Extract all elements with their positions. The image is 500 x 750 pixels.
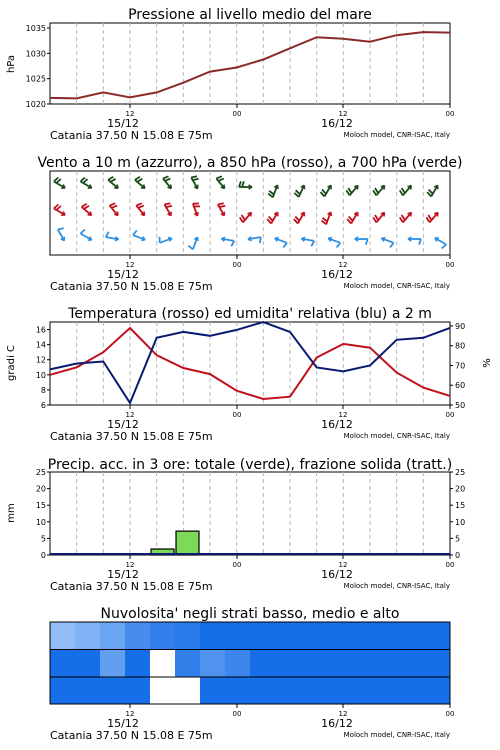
time-tick-label: 00 (445, 261, 455, 269)
temperature-line (50, 328, 450, 399)
credit-label: Moloch model, CNR-ISAC, Italy (343, 731, 450, 739)
cloud-cell (275, 650, 301, 678)
wind-barb-feather (348, 188, 351, 193)
pressure-y-tick-label: 1035 (25, 24, 46, 34)
precipitation-title: Precip. acc. in 3 ore: totale (verde), frazione solida (tratt.) (47, 457, 453, 473)
cloud-cell (125, 622, 151, 650)
time-tick-label: 00 (232, 110, 242, 118)
wind-barb (267, 212, 278, 223)
wind-barb (163, 176, 171, 188)
wind-barb (275, 238, 287, 248)
wind-barb-feather (402, 215, 405, 220)
wind-barb-feather (373, 217, 376, 222)
cloud-cell (100, 622, 126, 650)
wind-barb-feather (375, 188, 378, 193)
location-label: Catania 37.50 N 15.08 E 75m (50, 129, 213, 142)
wind-barb (81, 230, 92, 241)
cloud-cell (275, 622, 301, 650)
temperature-y-tick-label: 10 (35, 370, 46, 380)
wind-barb-feather (81, 230, 85, 234)
precipitation-y-tick-label: 25 (455, 468, 466, 477)
wind-barb (294, 185, 304, 197)
wind-barb-feather (111, 179, 116, 182)
wind-barb (408, 237, 421, 245)
precipitation-y-tick-label: 15 (455, 501, 466, 511)
precipitation-y-tick-label: 20 (35, 484, 46, 494)
wind-barb (193, 204, 200, 216)
cloud-cell (50, 677, 76, 704)
precipitation-y-tick-label: 10 (455, 517, 466, 527)
temperature-y-tick-label: 16 (35, 325, 46, 335)
humidity-line (50, 322, 450, 403)
cloud-cell (75, 677, 101, 704)
wind-barb (435, 238, 446, 249)
cloud-cell (375, 677, 401, 704)
wind-barb-feather (337, 243, 341, 248)
cloud-cell (425, 622, 451, 650)
cloud-cell (300, 677, 326, 704)
cloud-cell (75, 622, 101, 650)
credit-label: Moloch model, CNR-ISAC, Italy (343, 582, 450, 590)
wind-barb (382, 238, 394, 248)
cloud-cell (325, 650, 351, 678)
temperature-y-label: gradi C (6, 345, 17, 381)
wind-barb (347, 212, 358, 223)
wind-barb (133, 231, 145, 241)
cloud-cell (175, 677, 201, 704)
wind-barb-feather (218, 179, 224, 181)
pressure-title: Pressione al livello medio del mare (128, 7, 372, 23)
precipitation-y-tick-label: 25 (35, 468, 46, 477)
wind-barb-feather (193, 179, 199, 180)
cloud-cell (375, 622, 401, 650)
wind-barb (188, 237, 198, 249)
panel-wind (37, 155, 462, 255)
wind-barb-feather (84, 206, 89, 209)
cloud-cell (425, 677, 451, 704)
humidity-y-tick-label: 50 (455, 401, 466, 410)
cloud-cell (200, 650, 226, 678)
cloud-cell (300, 622, 326, 650)
wind-barb (110, 203, 118, 215)
cloud-cell (175, 622, 201, 650)
panel-footer (50, 255, 454, 293)
humidity-y-tick-label: 60 (455, 381, 466, 391)
precipitation-bar (176, 531, 199, 555)
cloud-cell (350, 650, 376, 678)
wind-barb-feather (400, 190, 403, 195)
location-label: Catania 37.50 N 15.08 E 75m (50, 280, 213, 293)
precipitation-y-tick-label: 20 (455, 484, 466, 494)
wind-barb (373, 213, 385, 223)
credit-label: Moloch model, CNR-ISAC, Italy (343, 432, 450, 440)
wind-barb-feather (390, 243, 394, 248)
wind-barb (240, 213, 252, 223)
wind-barb-feather (136, 203, 142, 205)
cloud-cell (325, 622, 351, 650)
wind-barb-feather (402, 188, 405, 193)
wind-barb (400, 186, 412, 196)
panel-clouds (50, 606, 451, 704)
wind-barb (239, 181, 252, 189)
wind-barb-feather (373, 190, 376, 195)
precipitation-y-ticks-left (36, 468, 50, 560)
wind-barb-feather (218, 203, 224, 204)
wind-barb (355, 237, 368, 245)
wind-barb (373, 186, 385, 196)
wind-barb (191, 176, 198, 189)
precipitation-y-tick-label: 5 (455, 534, 461, 544)
wind-barb-feather (112, 206, 118, 208)
wind-barb-feather (216, 176, 222, 178)
cloud-cell (225, 650, 251, 678)
precipitation-y-tick-label: 5 (40, 534, 46, 544)
time-tick-label: 12 (338, 411, 348, 419)
humidity-y-label: % (482, 358, 493, 368)
time-tick-label: 00 (232, 561, 242, 569)
cloud-cell (75, 650, 101, 678)
wind-barb (106, 232, 119, 241)
wind-barb (400, 213, 412, 223)
wind-barb-feather (375, 215, 378, 220)
wind-barb (165, 203, 172, 216)
cloud-cell (350, 622, 376, 650)
temperature-frame (50, 322, 450, 405)
wind-barb (54, 205, 65, 216)
time-tick-label: 12 (338, 261, 348, 269)
wind-barb (58, 228, 65, 241)
cloud-cell (325, 677, 351, 704)
humidity-y-tick-label: 90 (455, 321, 466, 331)
wind-barb (268, 185, 278, 197)
date-label: 16/12 (321, 717, 353, 730)
date-label: 15/12 (107, 717, 139, 730)
wind-barb-feather (135, 177, 140, 180)
location-label: Catania 37.50 N 15.08 E 75m (50, 729, 213, 742)
wind-barb-feather (346, 190, 349, 195)
wind-barb (160, 237, 172, 243)
wind-barb-feather (219, 206, 225, 207)
wind-barb-feather (110, 203, 116, 205)
wind-barb-feather (442, 245, 447, 249)
cloud-cell (350, 677, 376, 704)
precipitation-y-tick-label: 10 (35, 517, 46, 527)
wind-barb-feather (231, 241, 234, 246)
date-label: 16/12 (321, 268, 353, 281)
time-tick-label: 00 (445, 561, 455, 569)
panel-pressure (6, 7, 450, 109)
cloud-cell (100, 677, 126, 704)
time-tick-label: 12 (125, 411, 135, 419)
cloud-cell (425, 650, 451, 678)
cloud-cell (400, 622, 426, 650)
wind-barb-feather (108, 177, 113, 180)
cloud-cell (200, 677, 226, 704)
wind-barb (108, 177, 118, 189)
temperature-y-ticks (36, 326, 50, 410)
wind-barb (294, 212, 305, 223)
wind-barb-feather (165, 179, 171, 181)
wind-barb-feather (240, 217, 243, 222)
wind-barb (427, 185, 438, 196)
location-label: Catania 37.50 N 15.08 E 75m (50, 580, 213, 593)
precipitation-y-ticks-right (450, 468, 465, 560)
wind-barb-feather (188, 246, 193, 250)
cloud-cell (125, 677, 151, 704)
cloud-cell (50, 622, 76, 650)
panel-footer (50, 405, 454, 443)
humidity-y-tick-label: 70 (455, 361, 466, 371)
wind-barb (426, 213, 438, 223)
date-label: 15/12 (107, 268, 139, 281)
precipitation-y-label: mm (6, 503, 17, 523)
time-tick-label: 12 (125, 261, 135, 269)
panel-temperature (6, 306, 493, 410)
wind-barb (346, 186, 358, 196)
date-label: 16/12 (321, 117, 353, 130)
wind-barb-feather (283, 243, 287, 248)
cloud-cell (400, 650, 426, 678)
pressure-y-tick-label: 1020 (25, 100, 46, 109)
time-tick-label: 00 (445, 710, 455, 718)
pressure-y-tick-label: 1030 (25, 49, 46, 59)
precipitation-y-tick-label: 0 (455, 551, 461, 560)
wind-barb (81, 178, 92, 189)
wind-barb-feather (133, 231, 137, 236)
temperature-title: Temperatura (rosso) ed umidita' relativa (blu) a 2 m (68, 306, 432, 322)
cloud-cell (125, 650, 151, 678)
precipitation-grid (77, 472, 424, 555)
wind-barb (135, 177, 145, 189)
temperature-y-tick-label: 6 (40, 401, 46, 410)
wind-barb-feather (260, 237, 261, 243)
cloud-cell (225, 622, 251, 650)
cloud-cell (175, 650, 201, 678)
date-label: 15/12 (107, 117, 139, 130)
humidity-y-ticks (450, 322, 465, 410)
wind-barb-feather (428, 215, 431, 220)
wind-barb (248, 237, 261, 243)
wind-barb-feather (138, 206, 144, 208)
wind-barbs (54, 176, 446, 249)
time-tick-label: 12 (125, 561, 135, 569)
cloud-cell (250, 650, 276, 678)
wind-barb (54, 178, 65, 189)
wind-barb (82, 204, 92, 216)
wind-barb-feather (163, 176, 169, 178)
time-tick-label: 00 (232, 261, 242, 269)
temperature-y-tick-label: 8 (40, 385, 46, 395)
wind-barb-feather (191, 176, 197, 177)
clouds-cells (50, 622, 451, 704)
cloud-cell (400, 677, 426, 704)
cloud-cell (50, 650, 76, 678)
wind-title: Vento a 10 m (azzurro), a 850 hPa (rosso), a 700 hPa (verde) (37, 155, 463, 171)
wind-barb (216, 176, 224, 188)
wind-barb-feather (426, 217, 429, 222)
pressure-line (50, 32, 450, 98)
cloud-cell (225, 677, 251, 704)
time-tick-label: 12 (338, 110, 348, 118)
cloud-cell (250, 677, 276, 704)
temperature-y-tick-label: 14 (35, 340, 46, 350)
cloud-cell (100, 650, 126, 678)
cloud-cell (275, 677, 301, 704)
time-tick-label: 00 (232, 411, 242, 419)
cloud-cell (200, 622, 226, 650)
precipitation-y-tick-label: 0 (40, 551, 46, 560)
cloud-cell (250, 622, 276, 650)
wind-barb-feather (106, 232, 109, 237)
wind-barb (301, 237, 314, 246)
wind-barb-feather (400, 217, 403, 222)
credit-label: Moloch model, CNR-ISAC, Italy (343, 282, 450, 290)
wind-barb (321, 185, 332, 196)
temperature-y-tick-label: 12 (35, 355, 46, 365)
panel-footer (50, 704, 454, 742)
time-tick-label: 12 (125, 110, 135, 118)
cloud-cell (300, 650, 326, 678)
wind-barb (218, 203, 225, 216)
wind-barb-feather (166, 206, 172, 207)
time-tick-label: 00 (445, 411, 455, 419)
wind-barb-feather (165, 203, 171, 204)
wind-barb-feather (242, 215, 245, 220)
location-label: Catania 37.50 N 15.08 E 75m (50, 430, 213, 443)
wind-barb-feather (58, 228, 64, 229)
wind-barb (221, 237, 234, 246)
precipitation-bars (151, 531, 199, 555)
time-tick-label: 00 (232, 710, 242, 718)
wind-barb-feather (82, 204, 87, 207)
cloud-cell (375, 650, 401, 678)
pressure-y-tick-label: 1025 (25, 74, 46, 84)
date-label: 16/12 (321, 418, 353, 431)
date-label: 16/12 (321, 568, 353, 581)
credit-label: Moloch model, CNR-ISAC, Italy (343, 131, 450, 139)
precipitation-y-tick-label: 15 (35, 501, 46, 511)
wind-barb (328, 238, 340, 248)
clouds-title: Nuvolosita' negli strati basso, medio e alto (100, 606, 400, 622)
cloud-cell (150, 650, 176, 678)
time-tick-label: 12 (338, 561, 348, 569)
wind-barb-feather (311, 241, 314, 246)
wind-barb (136, 203, 144, 215)
pressure-y-ticks (26, 24, 50, 109)
cloud-cell (150, 622, 176, 650)
humidity-y-tick-label: 80 (455, 341, 466, 351)
time-tick-label: 00 (445, 110, 455, 118)
panel-precipitation (6, 457, 465, 560)
wind-barb (322, 212, 332, 224)
time-tick-label: 12 (125, 710, 135, 718)
panel-footer (50, 555, 454, 593)
date-label: 15/12 (107, 568, 139, 581)
date-label: 15/12 (107, 418, 139, 431)
precipitation-frame (50, 472, 450, 555)
panel-footer (50, 104, 454, 142)
time-tick-label: 12 (338, 710, 348, 718)
cloud-cell (150, 677, 176, 704)
wind-barb-feather (137, 179, 142, 182)
pressure-y-label: hPa (6, 54, 17, 74)
